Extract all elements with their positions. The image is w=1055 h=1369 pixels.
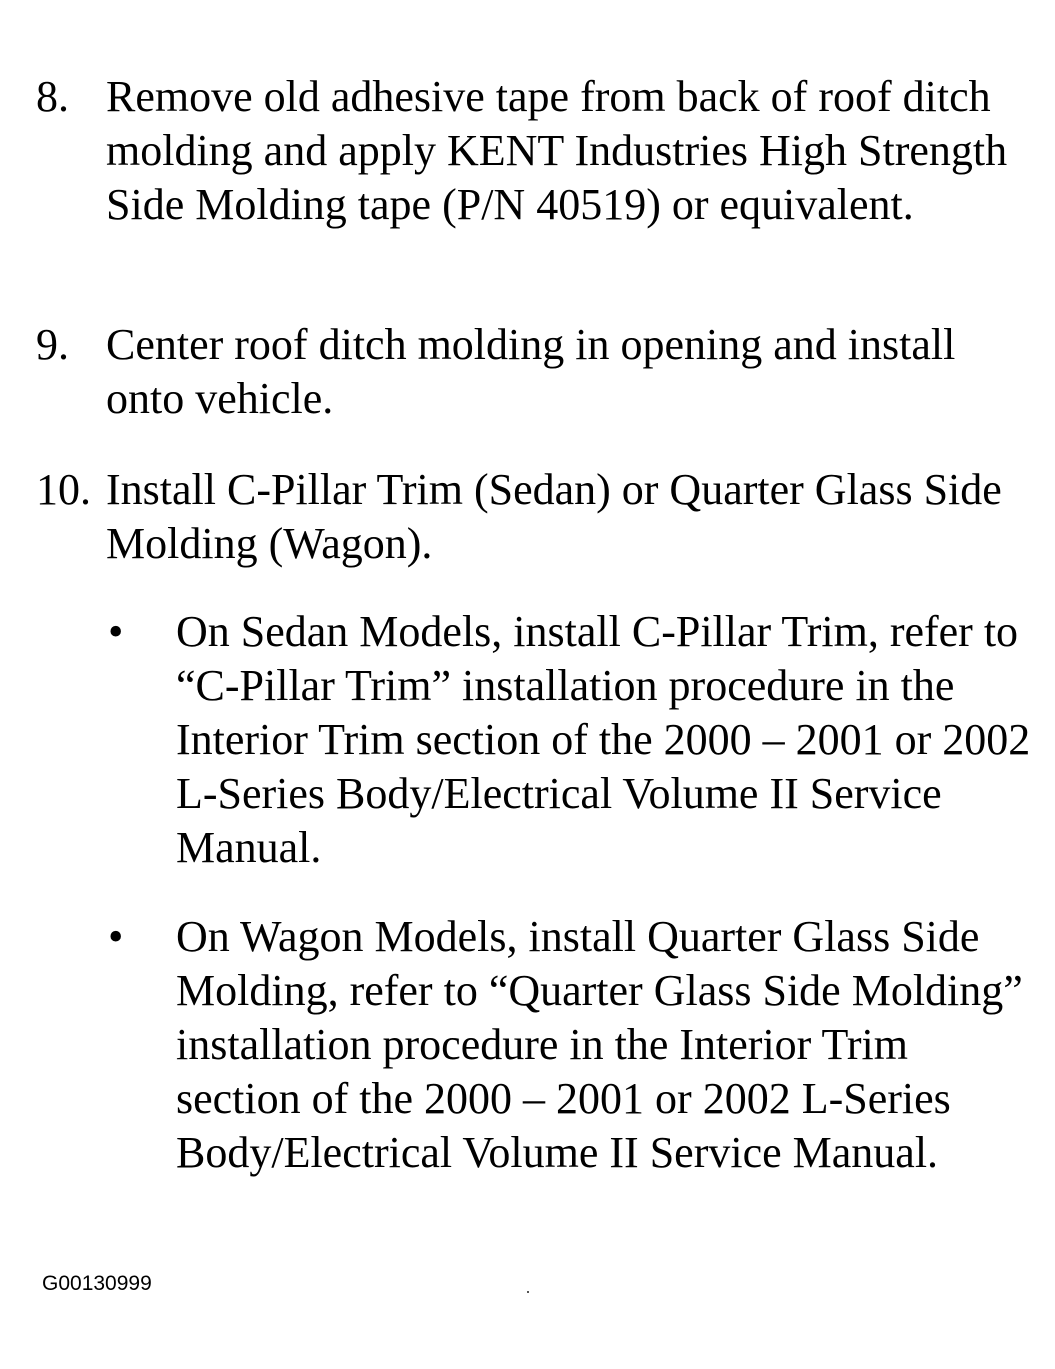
bullet-text: On Sedan Models, install C-Pillar Trim, refer to “C-Pillar Trim” installation procedure in the Interior Trim section of the 2000 – 2001 or 2002 L-Series Body/Electrical Volume II Service Manual. <box>176 607 1031 872</box>
step-number: 8. <box>36 72 69 121</box>
figure-id: G00130999 <box>42 1272 152 1295</box>
step-text: Center roof ditch molding in opening and install onto vehicle. <box>106 320 956 423</box>
step-text: Install C-Pillar Trim (Sedan) or Quarter Glass Side Molding (Wagon). <box>106 465 1002 568</box>
step-number: 9. <box>36 320 69 369</box>
bullet-icon: • <box>108 607 124 656</box>
step-number: 10. <box>36 465 91 514</box>
scan-speck <box>527 1291 529 1293</box>
step-text: Remove old adhesive tape from back of roof ditch molding and apply KENT Industries High Strength Side Molding tape (P/N 40519) or equivalent. <box>106 72 1008 229</box>
bullet-icon: • <box>108 912 124 961</box>
bullet-text: On Wagon Models, install Quarter Glass Side Molding, refer to “Quarter Glass Side Molding” installation procedure in the Interior Trim section of the 2000 – 2001 or 2002 L-Series Body/Electrical Volume II Service Manual. <box>176 912 1023 1177</box>
